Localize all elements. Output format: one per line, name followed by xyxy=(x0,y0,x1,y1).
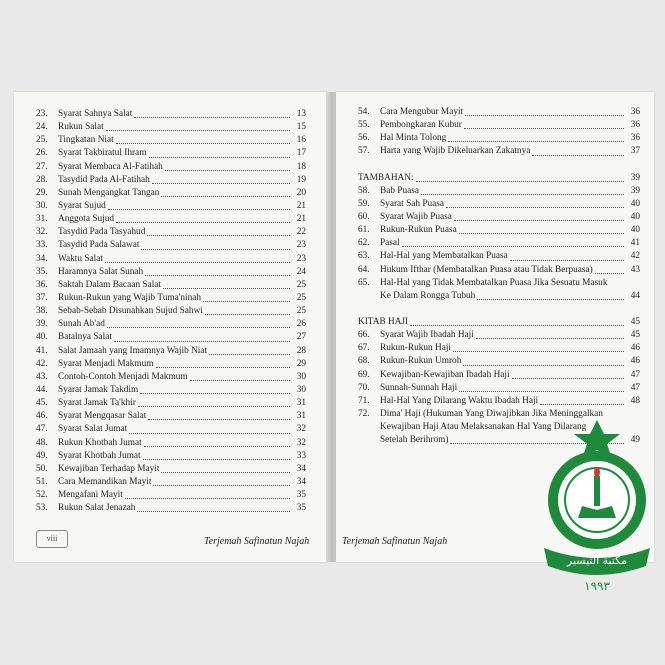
entry-number: 68. xyxy=(358,356,370,367)
entry-title: Syarat Sujud xyxy=(58,200,106,211)
toc-entry xyxy=(36,305,306,318)
entry-number: 57. xyxy=(358,146,370,157)
entry-title: Rukun Khotbah Jumat xyxy=(58,437,142,448)
entry-number: 25. xyxy=(36,135,48,146)
toc-entry xyxy=(36,384,306,397)
entry-page: 43 xyxy=(630,264,640,275)
toc-entry xyxy=(358,369,640,382)
entry-number: 26. xyxy=(36,148,48,159)
toc-entry xyxy=(358,382,640,395)
entry-page: 30 xyxy=(296,371,306,382)
toc-entry xyxy=(36,187,306,200)
toc-entry xyxy=(36,450,306,463)
entry-page: 22 xyxy=(296,227,306,238)
toc-entry xyxy=(36,253,306,266)
toc-entry xyxy=(36,239,306,252)
entry-number: 69. xyxy=(358,369,370,380)
toc-entry xyxy=(36,292,306,305)
entry-number: 27. xyxy=(36,161,48,172)
entry-title: Cara Mengubur Mayit xyxy=(380,106,464,117)
left-page xyxy=(14,92,328,562)
toc-entry xyxy=(36,279,306,292)
entry-title: Pembongkaran Kubur xyxy=(380,120,462,131)
entry-title: Rukun Salat Jenazah xyxy=(58,503,136,514)
entry-page: 41 xyxy=(630,238,640,249)
entry-number: 62. xyxy=(358,238,370,249)
entry-page: 17 xyxy=(296,148,306,159)
entry-title: Syarat Takbiratul Ihram xyxy=(58,148,147,159)
entry-title: Hal-Hal Yang Dilarang Waktu Ibadah Haji xyxy=(380,395,539,406)
page-folio: viii xyxy=(36,530,68,548)
left-footer: Terjemah Safinatun Najah xyxy=(204,536,310,547)
entry-number: 24. xyxy=(36,122,48,133)
entry-number: 28. xyxy=(36,174,48,185)
entry-page: 23 xyxy=(296,253,306,264)
entry-number: 40. xyxy=(36,332,48,343)
entry-page: 25 xyxy=(296,279,306,290)
entry-title: Hukum Ifthar (Membatalkan Puasa atau Tidak Berpuasa) xyxy=(380,264,593,275)
toc-entry xyxy=(36,331,306,344)
entry-page: 15 xyxy=(296,122,306,133)
entry-number: 59. xyxy=(358,198,370,209)
entry-number: 34. xyxy=(36,253,48,264)
entry-title: Salat Jamaah yang Imamnya Wajib Niat xyxy=(58,345,208,356)
entry-title: Waktu Salat xyxy=(58,253,103,264)
entry-page: 39 xyxy=(630,185,640,196)
entry-number: 56. xyxy=(358,133,370,144)
entry-number: 29. xyxy=(36,187,48,198)
entry-title: Contoh-Contoh Menjadi Makmum xyxy=(58,371,188,382)
entry-page: 46 xyxy=(630,356,640,367)
entry-number: 23. xyxy=(36,108,48,119)
entry-title: Rukun-Rukun Umroh xyxy=(380,356,462,367)
entry-page: 21 xyxy=(296,200,306,211)
entry-page: 36 xyxy=(630,133,640,144)
toc-entry xyxy=(358,145,640,158)
toc-entry xyxy=(358,224,640,237)
toc-entry xyxy=(358,329,640,342)
entry-number: 58. xyxy=(358,185,370,196)
entry-page: 36 xyxy=(630,120,640,131)
entry-title: Haramnya Salat Sunah xyxy=(58,266,144,277)
entry-title: Harta yang Wajib Dikeluarkan Zakatnya xyxy=(380,146,531,157)
entry-page: 48 xyxy=(630,395,640,406)
entry-title: Syarat Salat Jumat xyxy=(58,424,128,435)
toc-entry xyxy=(36,200,306,213)
toc-entry xyxy=(36,121,306,134)
entry-number: 52. xyxy=(36,490,48,501)
entry-title: Rukun Salat xyxy=(58,122,104,133)
entry-page: 21 xyxy=(296,214,306,225)
entry-title: Kewajiban-Kewajiban Ibadah Haji xyxy=(380,369,510,380)
left-toc xyxy=(36,108,306,515)
entry-page: 23 xyxy=(296,240,306,251)
entry-page: 25 xyxy=(296,306,306,317)
spacer xyxy=(358,159,640,172)
entry-page: 32 xyxy=(296,424,306,435)
entry-number: 45. xyxy=(36,398,48,409)
entry-page: 30 xyxy=(296,384,306,395)
entry-title: Syarat Wajib Puasa xyxy=(380,211,452,222)
entry-number: 47. xyxy=(36,424,48,435)
toc-entry xyxy=(36,147,306,160)
entry-number: 37. xyxy=(36,292,48,303)
entry-number: 33. xyxy=(36,240,48,251)
entry-page: 35 xyxy=(296,490,306,501)
entry-title: Hal Minta Tolong xyxy=(380,133,447,144)
toc-entry xyxy=(358,264,640,277)
entry-number: 50. xyxy=(36,463,48,474)
entry-title: Rukun-Rukun Puasa xyxy=(380,225,457,236)
entry-page: 19 xyxy=(296,174,306,185)
entry-number: 64. xyxy=(358,264,370,275)
entry-number: 55. xyxy=(358,120,370,131)
entry-page: 47 xyxy=(630,369,640,380)
toc-entry xyxy=(36,108,306,121)
entry-page: 36 xyxy=(630,106,640,117)
entry-number: 46. xyxy=(36,411,48,422)
entry-number: 60. xyxy=(358,211,370,222)
entry-number: 35. xyxy=(36,266,48,277)
entry-page: 37 xyxy=(630,146,640,157)
toc-entry xyxy=(36,318,306,331)
toc-entry xyxy=(358,185,640,198)
entry-page: 20 xyxy=(296,187,306,198)
right-footer: Terjemah Safinatun Najah xyxy=(342,536,448,547)
entry-page: 27 xyxy=(296,332,306,343)
toc-entry xyxy=(36,502,306,515)
toc-entry xyxy=(36,213,306,226)
toc-entry xyxy=(36,437,306,450)
entry-title: Sunnah-Sunnah Haji xyxy=(380,382,458,393)
entry-page: 32 xyxy=(296,437,306,448)
entry-number: 70. xyxy=(358,382,370,393)
entry-page: 26 xyxy=(296,319,306,330)
entry-number: 71. xyxy=(358,395,370,406)
toc-entry-72: 72. Dima' Haji (Hukuman Yang Diwajibkan Jika Meninggalkan Kewajiban Haji Atau Melaksanakan Hal Yang Dilarang Setelah Berihrom) 49 xyxy=(358,408,640,446)
toc-entry xyxy=(36,161,306,174)
entry-page: 31 xyxy=(296,398,306,409)
entry-page: 35 xyxy=(296,503,306,514)
entry-page: 33 xyxy=(296,450,306,461)
entry-number: 42. xyxy=(36,358,48,369)
entry-title: Pasal xyxy=(380,238,400,249)
entry-number: 63. xyxy=(358,251,370,262)
toc-entry xyxy=(358,250,640,263)
entry-page: 42 xyxy=(630,251,640,262)
entry-page: 40 xyxy=(630,211,640,222)
toc-entry xyxy=(358,119,640,132)
entry-number: 66. xyxy=(358,330,370,341)
entry-title: Tasydid Pada Tasyahud xyxy=(58,227,146,238)
entry-title: Mengafani Mayit xyxy=(58,490,123,501)
entry-page: 13 xyxy=(296,108,306,119)
entry-title: Hal-Hal yang Membatalkan Puasa xyxy=(380,251,508,262)
entry-title: Tasydid Pada Al-Fatihah xyxy=(58,174,150,185)
entry-title: Anggota Sujud xyxy=(58,214,115,225)
toc-entry xyxy=(36,134,306,147)
toc-entry xyxy=(358,211,640,224)
entry-title: Syarat Menjadi Makmum xyxy=(58,358,154,369)
toc-entry xyxy=(358,106,640,119)
entry-title: Syarat Membaca Al-Fatihah xyxy=(58,161,163,172)
entry-page: 24 xyxy=(296,266,306,277)
entry-page: 34 xyxy=(296,476,306,487)
entry-number: 67. xyxy=(358,343,370,354)
section-kitab-haji: KITAB HAJI 45 xyxy=(358,316,640,327)
toc-entry xyxy=(36,410,306,423)
entry-page: 18 xyxy=(296,161,306,172)
toc-entry xyxy=(36,371,306,384)
entry-title: Syarat Jamak Takdim xyxy=(58,384,139,395)
entry-title: Tasydid Pada Salawat xyxy=(58,240,140,251)
section-tambahan: TAMBAHAN: 39 xyxy=(358,172,640,183)
entry-title: Saktah Dalam Bacaan Salat xyxy=(58,279,162,290)
toc-entry xyxy=(36,476,306,489)
entry-title: Rukun-Rukun Haji xyxy=(380,343,452,354)
entry-title: Sunah Ab'ad xyxy=(58,319,105,330)
toc-entry-65: 65. Hal-Hal yang Tidak Membatalkan Puasa Jika Sesuatu Masuk Ke Dalam Rongga Tubuh 44 xyxy=(358,277,640,301)
toc-entry xyxy=(358,342,640,355)
entry-number: 48. xyxy=(36,437,48,448)
entry-number: 31. xyxy=(36,214,48,225)
toc-entry xyxy=(36,174,306,187)
entry-number: 51. xyxy=(36,476,48,487)
entry-page: 46 xyxy=(630,343,640,354)
entry-title: Kewajiban Terhadap Mayit xyxy=(58,463,160,474)
toc-entry xyxy=(36,358,306,371)
entry-page: 45 xyxy=(630,330,640,341)
entry-number: 54. xyxy=(358,106,370,117)
entry-page: 40 xyxy=(630,225,640,236)
toc-entry xyxy=(36,345,306,358)
toc-entry xyxy=(358,237,640,250)
entry-number: 41. xyxy=(36,345,48,356)
entry-page: 31 xyxy=(296,411,306,422)
right-toc xyxy=(358,106,640,447)
entry-title: Syarat Khotbah Jumat xyxy=(58,450,141,461)
entry-title: Syarat Sah Puasa xyxy=(380,198,445,209)
entry-title: Syarat Jamak Ta'khir xyxy=(58,398,136,409)
entry-number: 53. xyxy=(36,503,48,514)
entry-page: 34 xyxy=(296,463,306,474)
entry-title: Tingkatan Niat xyxy=(58,135,114,146)
entry-page: 29 xyxy=(296,358,306,369)
entry-number: 39. xyxy=(36,319,48,330)
entry-number: 43. xyxy=(36,371,48,382)
candle-icon xyxy=(594,476,600,506)
entry-title: Batalnya Salat xyxy=(58,332,112,343)
logo-year: ١٩٩٣ xyxy=(584,579,610,593)
toc-entry xyxy=(36,226,306,239)
entry-page: 16 xyxy=(296,135,306,146)
entry-title: Syarat Mengqasar Salat xyxy=(58,411,147,422)
entry-title: Sunah Mengangkat Tangan xyxy=(58,187,160,198)
toc-entry xyxy=(36,463,306,476)
toc-entry xyxy=(358,198,640,211)
entry-page: 28 xyxy=(296,345,306,356)
toc-entry xyxy=(358,395,640,408)
entry-page: 25 xyxy=(296,292,306,303)
publisher-logo xyxy=(534,418,660,598)
entry-page: 47 xyxy=(630,382,640,393)
entry-number: 36. xyxy=(36,279,48,290)
toc-entry xyxy=(36,266,306,279)
toc-entry xyxy=(358,132,640,145)
toc-entry xyxy=(36,489,306,502)
entry-title: Cara Memandikan Mayit xyxy=(58,476,152,487)
toc-entry xyxy=(358,355,640,368)
entry-number: 32. xyxy=(36,227,48,238)
entry-title: Sebab-Sebab Disunahkan Sujud Sahwi xyxy=(58,306,203,317)
entry-title: Syarat Sahnya Salat xyxy=(58,108,133,119)
entry-title: Bab Puasa xyxy=(380,185,419,196)
entry-title: Syarat Wajib Ibadah Haji xyxy=(380,330,474,341)
entry-number: 61. xyxy=(358,225,370,236)
logo-arabic-text: مكتبة التيسير xyxy=(566,554,628,567)
entry-number: 30. xyxy=(36,200,48,211)
entry-page: 40 xyxy=(630,198,640,209)
entry-number: 44. xyxy=(36,384,48,395)
toc-entry xyxy=(36,397,306,410)
toc-entry xyxy=(36,423,306,436)
entry-number: 38. xyxy=(36,306,48,317)
entry-number: 49. xyxy=(36,450,48,461)
entry-title: Rukun-Rukun yang Wajib Tuma'ninah xyxy=(58,292,202,303)
